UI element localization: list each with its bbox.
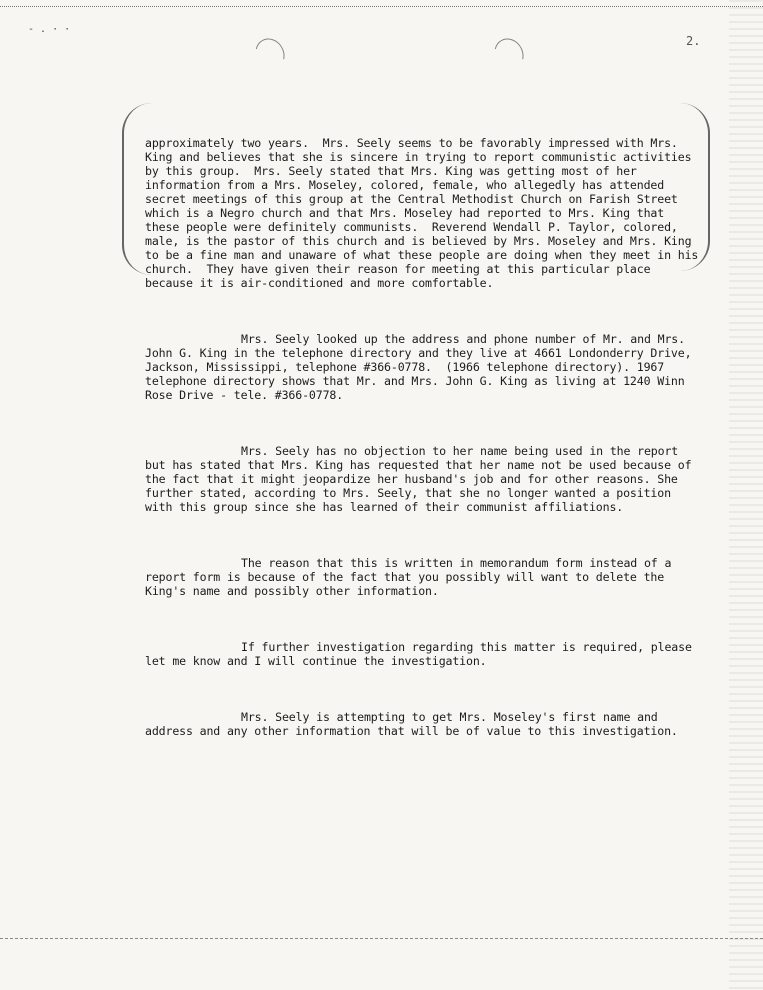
right-scan-strip (729, 0, 763, 990)
margin-marks: - . · · (28, 24, 71, 35)
memo-body (145, 108, 705, 780)
paragraph-memo-form: The reason that this is written in memorandum form instead of a report form is because of the fact that you possibly will want to delete the King's name and possibly other information. (145, 556, 679, 598)
bottom-scan-edge (0, 938, 763, 945)
top-scan-edge (0, 0, 763, 7)
punch-hole-left (250, 33, 290, 75)
page-number: 2. (686, 34, 701, 48)
paragraph-name-usage: Mrs. Seely has no objection to her name being used in the report but has stated that Mrs. King has requested that her name not be used because of the fact that it might jeopardize her husband's job and for other reasons. She further stated, according to Mrs. Seely, that she no longer wanted a position with this group since she has learned of their communist affiliations. (145, 444, 699, 514)
paragraph-continuation: approximately two years. Mrs. Seely seems to be favorably impressed with Mrs. King and believes that she is sincere in trying to report communistic activities by this group. Mrs. Seely stated that Mrs. King was getting most of her information from a Mrs. Moseley, colored, female, who allegedly has attended secret meetings of this group at the Central Methodist Church on Farish Street which is a Negro church and that Mrs. Moseley had reported to Mrs. King that these people were definitely communists. Reverend Wendall P. Taylor, colored, male, is the pastor of this church and is believed by Mrs. Moseley and Mrs. King to be a fine man and unaware of what these people are doing when they meet in his church. They have given their reason for meeting at this particular place because it is air-conditioned and more comfortable. (145, 136, 706, 290)
paragraph-address: Mrs. Seely looked up the address and phone number of Mr. and Mrs. John G. King in the telephone directory and they live at 4661 Londonderry Drive, Jackson, Mississippi, telephone #366-0778. (1966 telephone directory). 1967 telephone directory shows that Mr. and Mrs. John G. King as living at 1240 Winn Rose Drive - tele. #366-0778. (145, 332, 699, 402)
paragraph-further-investigation: If further investigation regarding this matter is required, please let me know and I will continue the investigation. (145, 640, 699, 668)
punch-hole-right (489, 33, 529, 75)
paragraph-moseley: Mrs. Seely is attempting to get Mrs. Moseley's first name and address and any other information that will be of value to this investigation. (145, 710, 678, 738)
